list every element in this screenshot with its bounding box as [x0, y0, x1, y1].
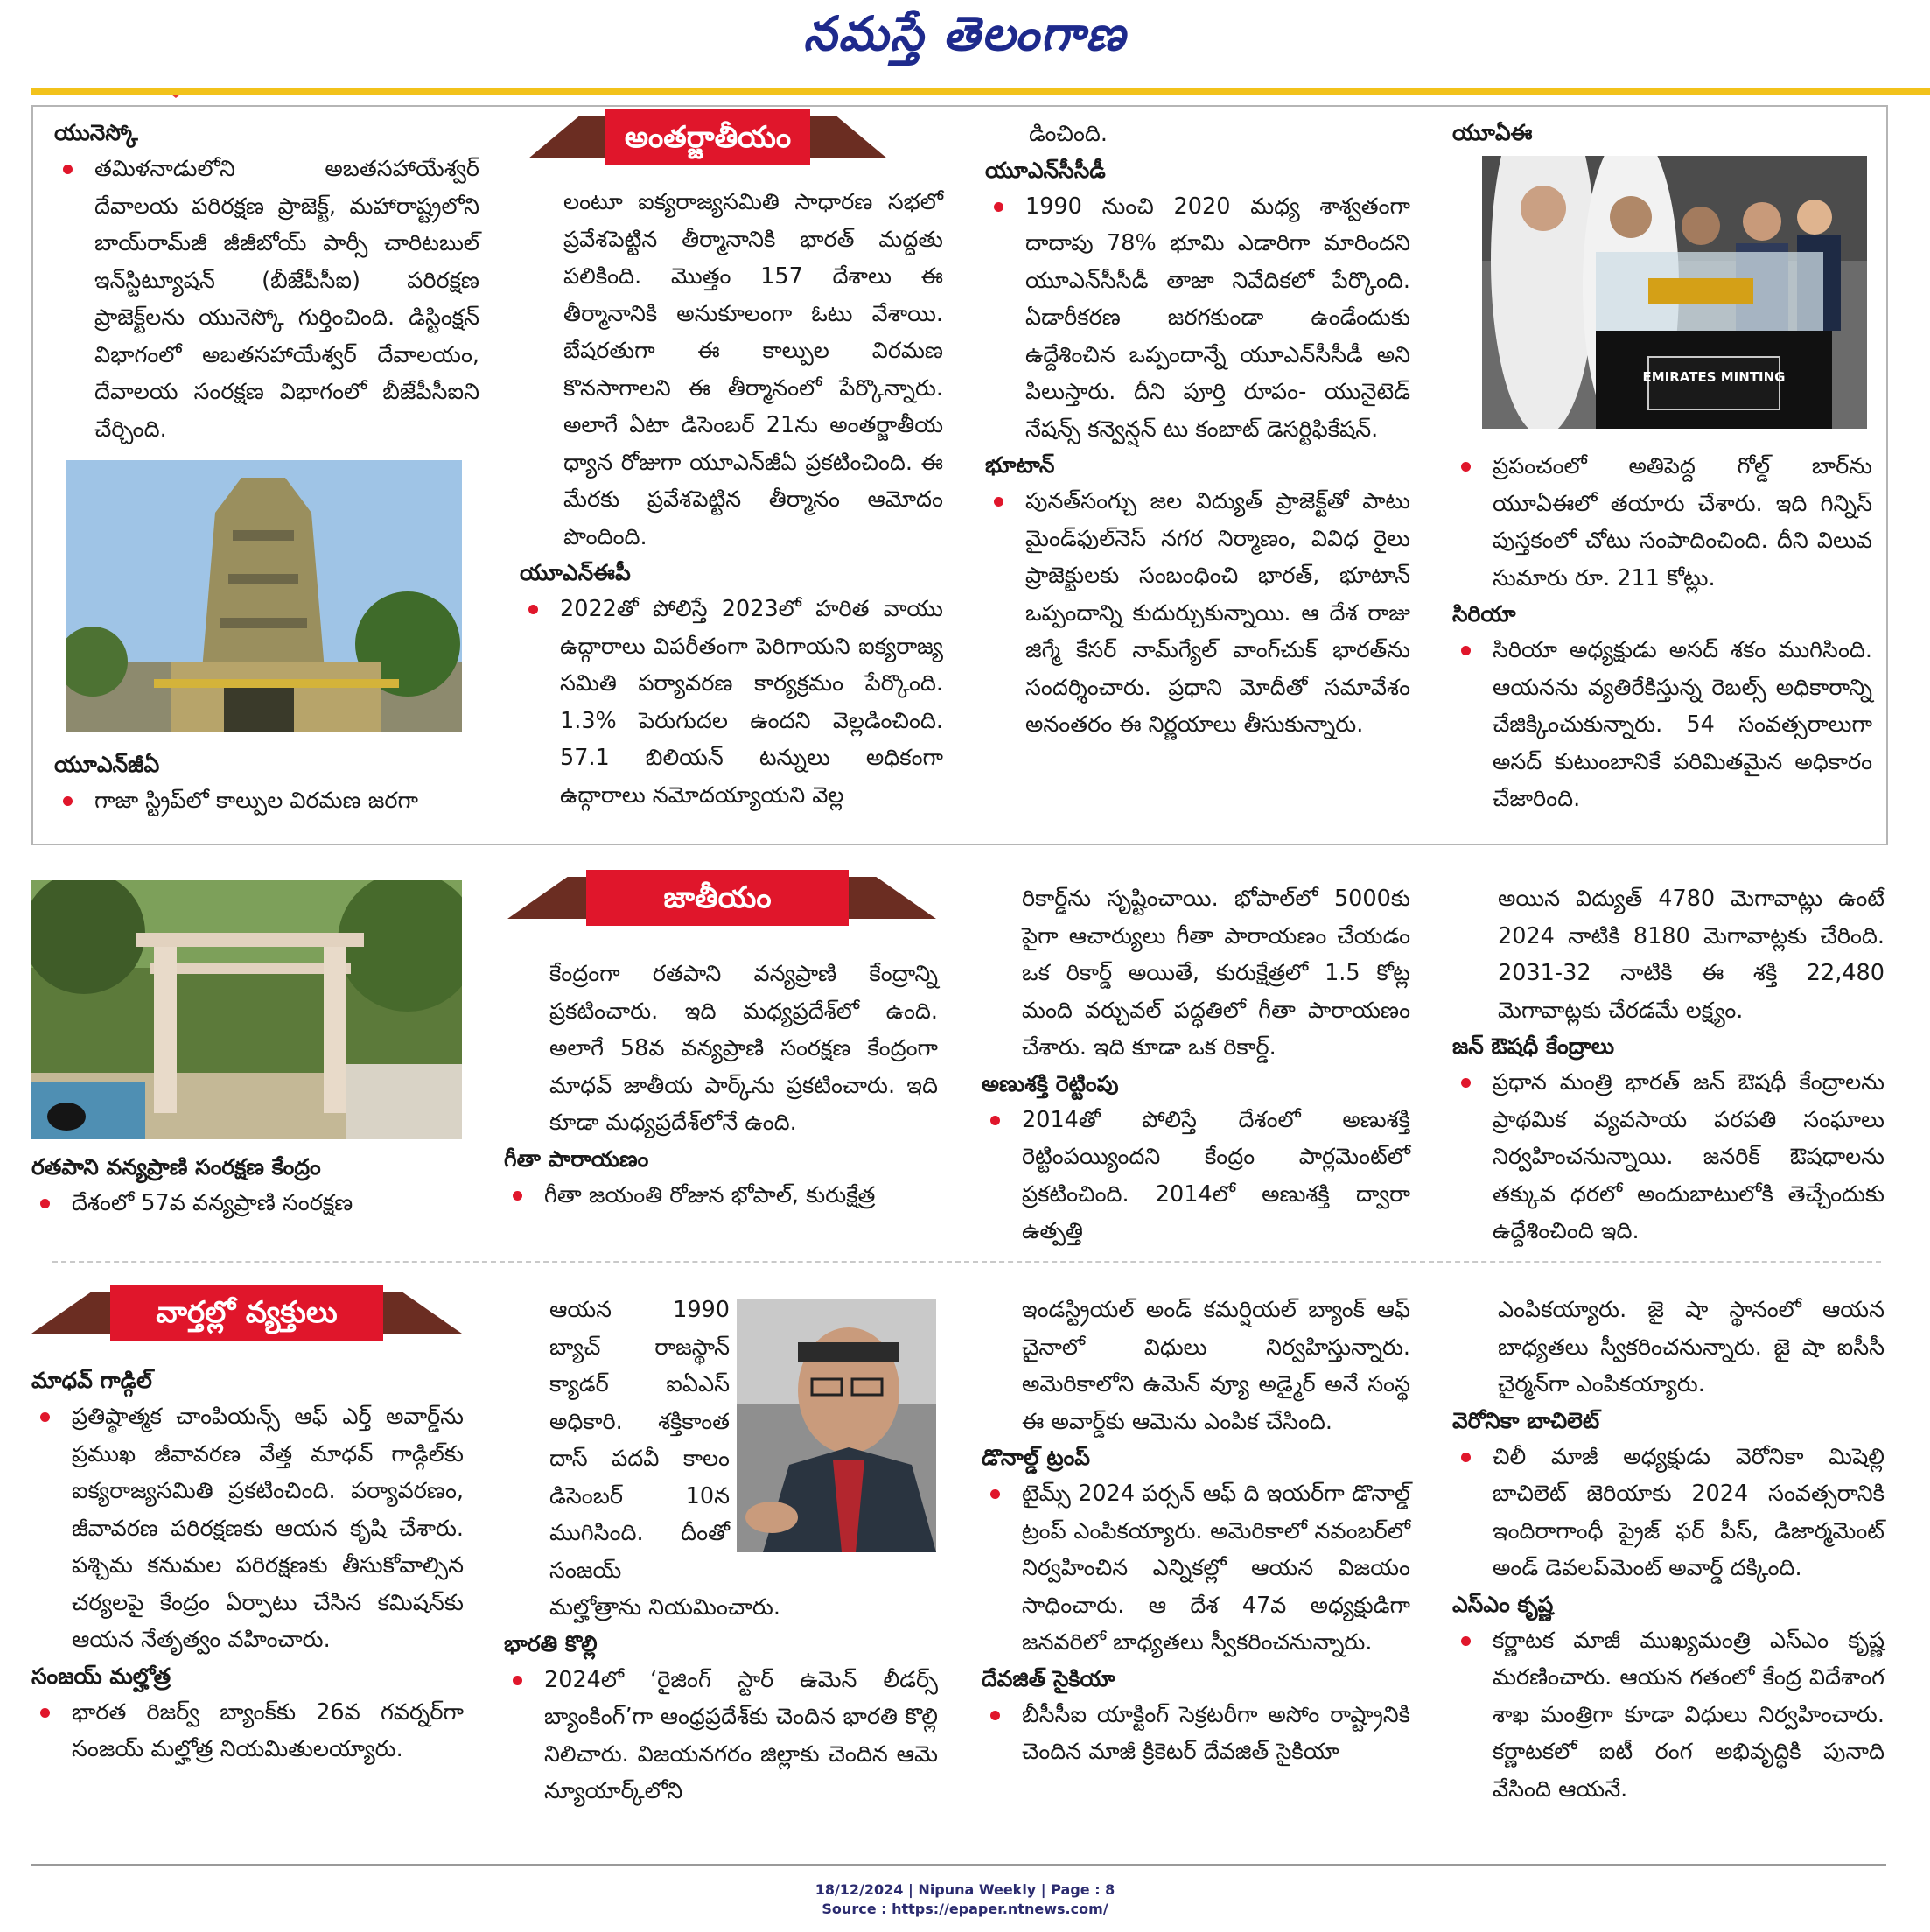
- people-banner-label: వార్తల్లో వ్యక్తులు: [110, 1284, 383, 1340]
- heading-syria: సిరియా: [1452, 601, 1516, 626]
- heading-uae: యూఏఈ: [1452, 120, 1533, 145]
- national-column-4: [1452, 880, 1885, 1250]
- bullet-veronica-bachelet: చిలీ మాజీ అధ్యక్షుడు వెరోనికా మిషెల్లి బాచిలెట్ జెరియాకు 2024 సంవత్సరానికి ఇందిరాగాంధీ ప్రైజ్ ఫర్ పీస్, డిజార్మమెంట్ అండ్ డెవలప్‌మెంట్ అవార్డ్ దక్కింది.: [1452, 1438, 1885, 1587]
- para-saikia-cont: ఎంపికయ్యారు. జై షా స్థానంలో ఆయన బాధ్యతలు స్వీకరించనున్నారు. జై షా ఐసీసీ చైర్మన్‌గా ఎంపికయ్యారు.: [1498, 1297, 1885, 1397]
- heading-unep: యూఎన్‌ఈపీ: [520, 560, 631, 585]
- bullet-unga: గాజా స్ట్రిప్‌లో కాల్పుల విరమణ జరగా: [54, 782, 479, 820]
- para-sanjay-cont: ఆయన 1990 బ్యాచ్ రాజస్థాన్ క్యాడర్ ఐఏఎస్ అధికారి. శక్తికాంత దాస్ పదవీ కాలం డిసెంబర్ 10న ముగిసింది. దీంతో సంజయ్: [549, 1297, 730, 1584]
- heading-gita: గీతా పారాయణం: [504, 1145, 649, 1172]
- international-banner-label: అంతర్జాతీయం: [605, 109, 810, 165]
- bullet-devajit-saikia: బీసీసీఐ యాక్టింగ్ సెక్రటరీగా అసోం రాష్ట్రానికి చెందిన మాజీ క్రికెటర్ దేవజిత్ సైకియా: [982, 1697, 1410, 1771]
- people-column-1: [31, 1363, 464, 1768]
- bullet-gita: గీతా జయంతి రోజున భోపాల్, కురుక్షేత్ర: [504, 1177, 938, 1214]
- bullet-syria: సిరియా అధ్యక్షుడు అసద్ శకం ముగిసింది. ఆయనను వ్యతిరేకిస్తున్న రెబల్స్ అధికారాన్ని చేజిక్కించుకున్నారు. 54 సంవత్సరాలుగా అసద్ కుటుంబానికే పరిమితమైన అధికారం చేజారింది.: [1452, 632, 1872, 818]
- people-column-4: [1452, 1292, 1885, 1808]
- para-unga-cont: లంటూ ఐక్యరాజ్యసమితి సాధారణ సభలో ప్రవేశపెట్టిన తీర్మానానికి భారత్ మద్దతు పలికింది. మొత్తం 157 దేశాలు ఈ తీర్మానానికి అనుకూలంగా ఓటు వేశాయి. బేషరతుగా ఈ కాల్పుల విరమణ కొనసాగాలని ఈ తీర్మానంలో పేర్కొన్నారు. అలాగే ఏటా డిసెంబర్ 21ను అంతర్జాతీయ ధ్యాన రోజుగా యూఎన్‌జీఏ ప్రకటించింది. ఈ మేరకు ప్రవేశపెట్టిన తీర్మానం ఆమోదం పొందింది.: [563, 189, 943, 550]
- national-column-1: [31, 1150, 464, 1222]
- gold-bar-photo: [1482, 156, 1867, 429]
- masthead-rule: [31, 88, 1930, 95]
- footer-source: Source : https://epaper.ntnews.com/: [822, 1900, 1108, 1917]
- national-banner-label: జాతీయం: [586, 870, 849, 926]
- sanjay-malhotra-photo: [737, 1298, 936, 1552]
- heading-veronica-bachelet: వెరోనికా బాచిలెట్: [1452, 1407, 1600, 1433]
- ratapani-sanctuary-photo: [31, 880, 462, 1139]
- intl-column-1-lower: [54, 747, 479, 820]
- heading-sm-krishna: ఎస్ఎం కృష్ణ: [1452, 1591, 1554, 1617]
- newspaper-logo: నమస్తే తెలంగాణ: [803, 5, 1127, 61]
- bullet-unccd: 1990 నుంచి 2020 మధ్య శాశ్వతంగా దాదాపు 78% భూమి ఎడారిగా మారిందని యూఎన్‌సీసీడీ తాజా నివేదికలో పేర్కొంది. ఏడారీకరణ జరగకుండా ఉండేందుకు ఉద్దేశించిన ఒప్పందాన్నే యూఎన్‌సీసీడీ అని పిలుస్తారు. దీని పూర్తి రూపం- యునైటెడ్ నేషన్స్ కన్వెన్షన్ టు కంబాట్ డెసర్టిఫికేషన్.: [985, 188, 1410, 449]
- intl-column-4-heading: [1452, 116, 1872, 150]
- people-banner: [31, 1284, 462, 1340]
- bullet-sm-krishna: కర్ణాటక మాజీ ముఖ్యమంత్రి ఎస్ఎం కృష్ణ మరణించారు. ఆయన గతంలో కేంద్ర విదేశాంగ శాఖ మంత్రిగా కూడా విధులు నిర్వహించారు. కర్ణాటకలో ఐటీ రంగ అభివృద్ధికి పునాది వేసింది ఆయనే.: [1452, 1622, 1885, 1809]
- heading-unga: యూఎన్‌జీఏ: [54, 752, 160, 777]
- para-gita-cont: రికార్డ్‌ను సృష్టించాయి. భోపాల్‌లో 5000కు పైగా ఆచార్యులు గీతా పారాయణం చేయడం ఒక రికార్డ్ అయితే, కురుక్షేత్రలో 1.5 కోట్ల మంది వర్చువల్ పద్ధతిలో గీతా పారాయణం చేశారు. ఇది కూడా ఒక రికార్డ్.: [1022, 886, 1410, 1060]
- bullet-unesco: తమిళనాడులోని అబతసహాయేశ్వర్ దేవాలయ పరిరక్షణ ప్రాజెక్ట్, మహారాష్ట్రలోని బాయ్‌రామ్‌జీ జీజీబోయ్ పార్సీ చారిటబుల్ ఇన్‌స్టిట్యూషన్ (బీజేపీసీఐ) పరిరక్షణ ప్రాజెక్ట్‌లను యునెస్కో గుర్తించింది. డిస్టింక్షన్ విభాగంలో అబతసహాయేశ్వర్ దేవాలయం, దేవాలయ సంరక్షణ విభాగంలో బీజేపీసీఐని చేర్చింది.: [54, 150, 479, 448]
- bullet-bhutan: పునత్‌సంగ్చు జల విద్యుత్ ప్రాజెక్ట్‌తో పాటు మైండ్‌ఫుల్‌నెస్ నగర నిర్మాణం, వివిధ రైలు ప్రాజెక్టులకు సంబంధించి భారత్, భూటాన్ ఒప్పందాన్ని కుదుర్చుకున్నాయి. ఆ దేశ రాజు జిగ్మే కేసర్ నామ్‌గ్యేల్ వాంగ్‌చుక్ భారత్‌ను సందర్శించారు. ప్రధాని మోదీతో సమావేశం అనంతరం ఈ నిర్ణయాలు తీసుకున్నారు.: [985, 483, 1410, 744]
- footer-date-page: 18/12/2024 | Nipuna Weekly | Page : 8: [815, 1881, 1115, 1898]
- intl-column-2: [520, 184, 943, 814]
- masthead: [0, 0, 1930, 88]
- bullet-sanjay-malhotra: భారత రిజర్వ్ బ్యాంక్‌కు 26వ గవర్నర్‌గా సంజయ్ మల్హోత్ర నియమితులయ్యారు.: [31, 1694, 464, 1768]
- national-column-3: [982, 880, 1410, 1250]
- section-divider: [52, 1261, 1881, 1263]
- people-column-2-top: [504, 1292, 730, 1589]
- heading-madhav-gadgil: మాధవ్ గాడ్గిల్: [31, 1368, 152, 1393]
- heading-jan-aushadhi: జన్ ఔషధీ కేంద్రాలు: [1452, 1033, 1615, 1059]
- people-column-3: [982, 1292, 1410, 1771]
- bullet-unep: 2022తో పోలిస్తే 2023లో హరిత వాయు ఉద్గారాలు విపరీతంగా పెరిగాయని ఐక్యరాజ్య సమితి పర్యావరణ కార్యక్రమం పేర్కొంది. 1.3% పెరుగుదల ఉందని వెల్లడించింది. 57.1 బిలియన్ టన్నులు అధికంగా ఉద్గారాలు నమోదయ్యాయని వెల్ల: [520, 591, 943, 814]
- caption-ratapani: రతపాని వన్యప్రాణి సంరక్షణ కేంద్రం: [31, 1154, 321, 1180]
- para-bharati-cont: ఇండస్ట్రియల్ అండ్ కమర్షియల్ బ్యాంక్ ఆఫ్ చైనాలో విధులు నిర్వహిస్తున్నారు. అమెరికాలోని ఉమెన్ వ్యూ అడ్మైర్ అనే సంస్థ ఈ అవార్డ్‌కు ఆమెను ఎంపిక చేసింది.: [1022, 1297, 1410, 1435]
- intl-column-1: [54, 116, 479, 448]
- emirates-minting-sign: EMIRATES MINTING: [1642, 369, 1786, 385]
- heading-sanjay-malhotra: సంజయ్ మల్హోత్ర: [31, 1662, 171, 1689]
- heading-donald-trump: డొనాల్డ్ ట్రంప్: [982, 1445, 1091, 1470]
- heading-unccd: యూఎన్‌సీసీడీ: [985, 157, 1106, 183]
- people-column-2: [504, 1589, 938, 1810]
- intl-column-3: [985, 116, 1410, 744]
- bullet-nuclear: 2014తో పోలిస్తే దేశంలో అణుశక్తి రెట్టింపయ్యిందని కేంద్రం పార్లమెంట్‌లో ప్రకటించింది. 2014లో అణుశక్తి ద్వారా ఉత్పత్తి: [982, 1102, 1410, 1250]
- national-column-2: [504, 956, 938, 1214]
- international-banner: [528, 109, 887, 165]
- heading-devajit-saikia: దేవజిత్ సైకియా: [982, 1665, 1115, 1691]
- heading-bharati-kolli: భారతి కొల్లి: [504, 1630, 598, 1656]
- para-unep-cont: డించింది.: [1029, 121, 1108, 147]
- bullet-donald-trump: టైమ్స్ 2024 పర్సన్ ఆఫ్ ది ఇయర్‌గా డొనాల్డ్ ట్రంప్ ఎంపికయ్యారు. అమెరికాలో నవంబర్‌లో నిర్వహించిన ఎన్నికల్లో ఆయన విజయం సాధించారు. ఆ దేశ 47వ అధ్యక్షుడిగా జనవరిలో బాధ్యతలు స్వీకరించనున్నారు.: [982, 1475, 1410, 1662]
- bullet-madhav-gadgil: ప్రతిష్ఠాత్మక చాంపియన్స్ ఆఫ్ ఎర్త్ అవార్డ్‌ను ప్రముఖ జీవావరణ వేత్త మాధవ్ గాడ్గిల్‌కు ఐక్యరాజ్యసమితి ప్రకటించింది. పర్యావరణం, జీవావరణ పరిరక్షణకు ఆయన కృషి చేశారు. పశ్చిమ కనుమల పరిరక్షణకు తీసుకోవాల్సిన చర్యలపై కేంద్రం ఏర్పాటు చేసిన కమిషన్‌కు ఆయన నేతృత్వం వహించారు.: [31, 1398, 464, 1659]
- bullet-jan-aushadhi: ప్రధాన మంత్రి భారత్ జన్ ఔషధీ కేంద్రాలను ప్రాథమిక వ్యవసాయ పరపతి సంఘాలు నిర్వహించనున్నాయి. జనరిక్ ఔషధాలను తక్కువ ధరలో అందుబాటులోకి తెచ్చేందుకు ఉద్దేశించింది ఇది.: [1452, 1064, 1885, 1250]
- para-nuclear-cont: అయిన విద్యుత్ 4780 మెగావాట్లు ఉంటే 2024 నాటికి 8180 మెగావాట్లకు చేరింది. 2031-32 నాటికి ఈ శక్తి 22,480 మెగావాట్లకు చేరడమే లక్ష్యం.: [1498, 886, 1885, 1024]
- national-banner: [507, 870, 936, 926]
- heading-bhutan: భూటాన్: [985, 452, 1055, 478]
- bullet-ratapani: దేశంలో 57వ వన్యప్రాణి సంరక్షణ: [31, 1185, 464, 1222]
- bullet-uae: ప్రపంచంలో అతిపెద్ద గోల్డ్ బార్‌ను యూఏఈలో తయారు చేశారు. ఇది గిన్నిస్ పుస్తకంలో చోటు సంపాదించింది. దీని విలువ సుమారు రూ. 211 కోట్లు.: [1452, 448, 1872, 597]
- temple-photo: [66, 460, 462, 732]
- bottom-rule: [31, 1864, 1886, 1866]
- intl-column-4: [1452, 448, 1872, 818]
- bullet-bharati-kolli: 2024లో ‘రైజింగ్ స్టార్ ఉమెన్ లీడర్స్ బ్యాంకింగ్’గా ఆంధ్రప్రదేశ్‌కు చెందిన భారతి కొల్లి నిలిచారు. విజయనగరం జిల్లాకు చెందిన ఆమె న్యూయార్క్‌లోని: [504, 1662, 938, 1810]
- heading-unesco: యునెస్కో: [54, 120, 138, 145]
- para-sanjay-cont-2: మల్హోత్రాను నియమించారు.: [549, 1594, 780, 1620]
- para-ratapani-cont: కేంద్రంగా రతపాని వన్యప్రాణి కేంద్రాన్ని ప్రకటించారు. ఇది మధ్యప్రదేశ్‌లో ఉంది. అలాగే 58వ వన్యప్రాణి సంరక్షణ కేంద్రంగా మాధవ్ జాతీయ పార్క్‌ను ప్రకటించారు. ఇది కూడా మధ్యప్రదేశ్‌లోనే ఉంది.: [549, 961, 938, 1136]
- heading-nuclear: అణుశక్తి రెట్టింపు: [982, 1070, 1119, 1096]
